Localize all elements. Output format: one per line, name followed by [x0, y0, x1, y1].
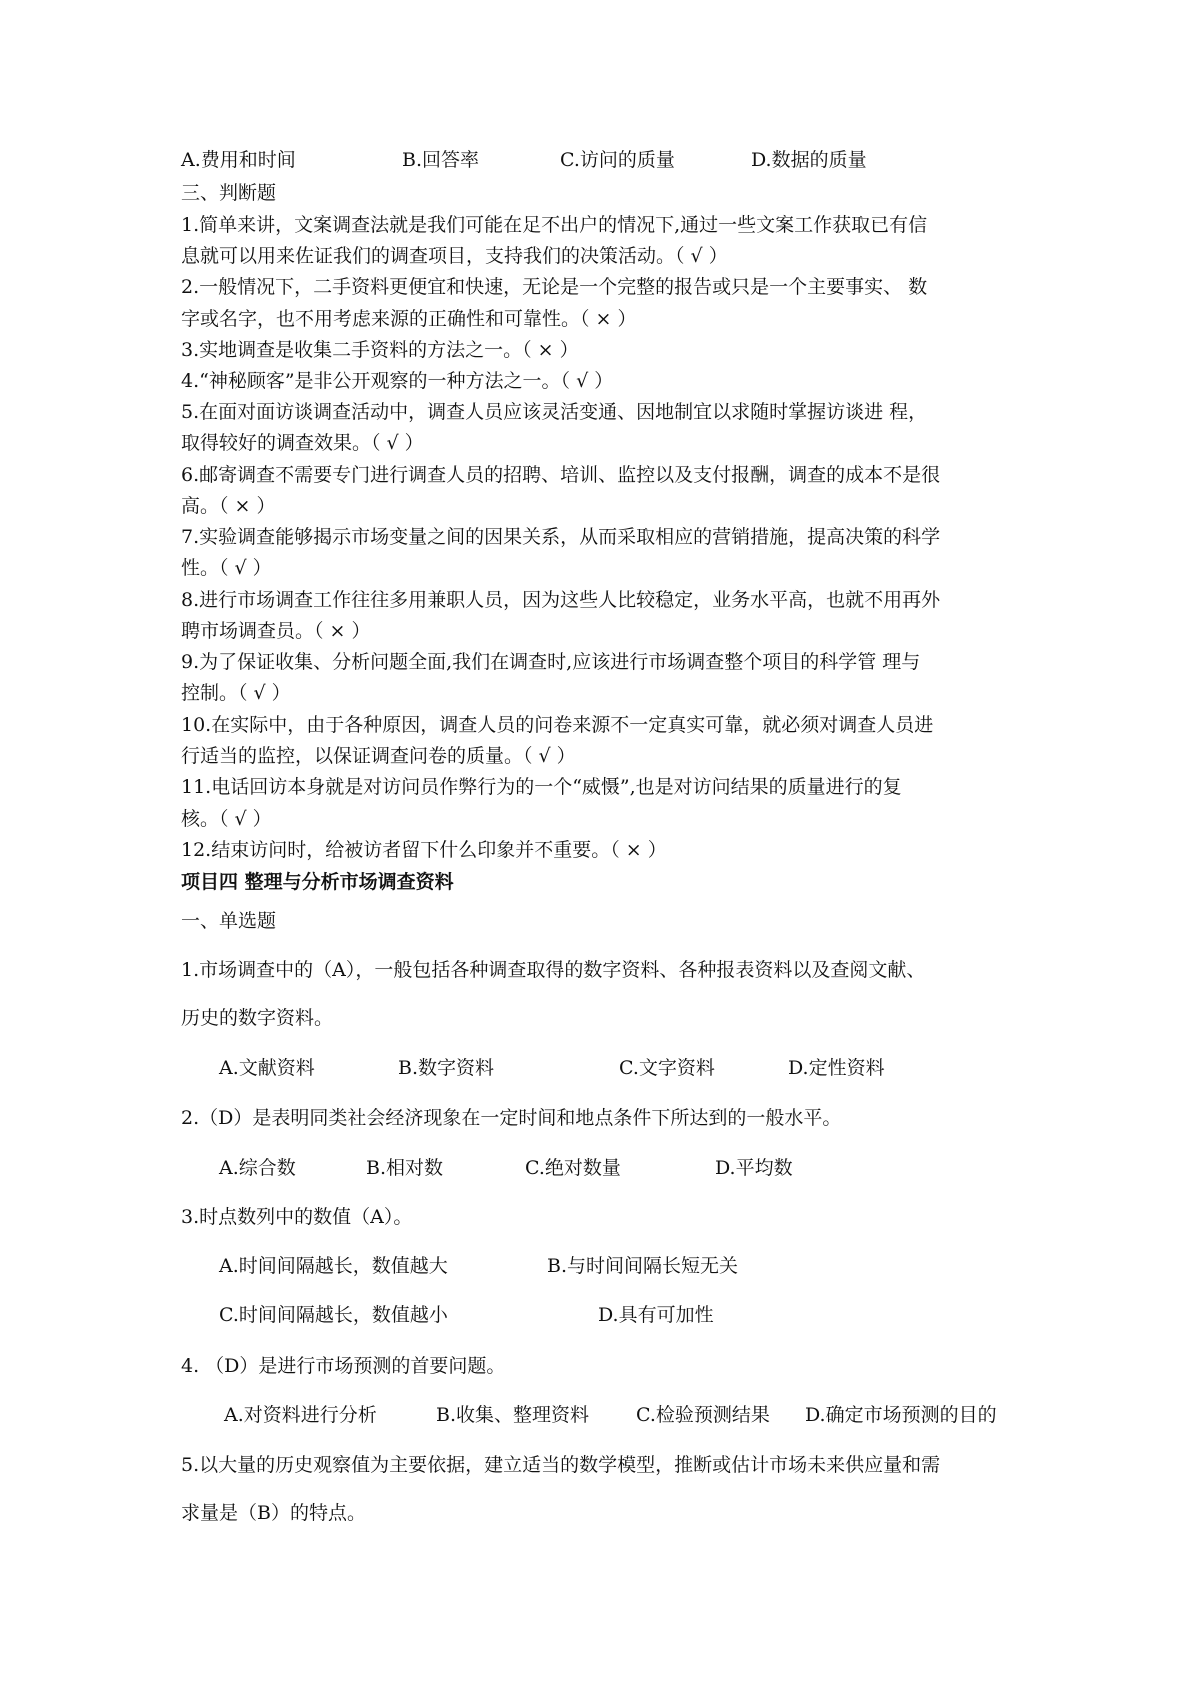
q4-option-d: D.确定市场预测的目的: [805, 1404, 997, 1426]
tf-line: 6.邮寄调查不需要专门进行调查人员的招聘、培训、监控以及支付报酬，调查的成本不是很: [181, 464, 941, 486]
option-b: B.回答率: [402, 149, 480, 171]
tf-line: 4.“神秘顾客”是非公开观察的一种方法之一。（ √ ）: [181, 370, 614, 392]
option-a: A.费用和时间: [181, 149, 296, 171]
question-4-line: 4. （D）是进行市场预测的首要问题。: [181, 1355, 506, 1377]
question-5-line: 5.以大量的历史观察值为主要依据，建立适当的数学模型，推断或估计市场未来供应量和需: [181, 1454, 941, 1476]
tf-line: 12.结束访问时，给被访者留下什么印象并不重要。（ × ）: [181, 839, 667, 861]
tf-line: 取得较好的调查效果。（ √ ）: [181, 432, 424, 454]
q3-option-d: D.具有可加性: [598, 1304, 714, 1326]
section-heading-single-choice: 一、单选题: [181, 910, 277, 932]
tf-line: 字或名字，也不用考虑来源的正确性和可靠性。（ × ）: [181, 308, 637, 330]
tf-line: 9.为了保证收集、分析问题全面,我们在调查时,应该进行市场调查整个项目的科学管 理与: [181, 651, 921, 673]
q4-option-b: B.收集、整理资料: [436, 1404, 590, 1426]
option-d: D.数据的质量: [751, 149, 867, 171]
tf-line: 11.电话回访本身就是对访问员作弊行为的一个“威慑”,也是对访问结果的质量进行的复: [181, 776, 902, 798]
question-2-line: 2.（D）是表明同类社会经济现象在一定时间和地点条件下所达到的一般水平。: [181, 1107, 842, 1129]
question-5-line: 求量是（B）的特点。: [181, 1502, 366, 1524]
tf-line: 行适当的监控，以保证调查问卷的质量。（ √ ）: [181, 745, 576, 767]
q4-option-a: A.对资料进行分析: [224, 1404, 377, 1426]
section-heading-true-false: 三、判断题: [181, 182, 277, 204]
q2-option-c: C.绝对数量: [525, 1157, 621, 1179]
q1-option-c: C.文字资料: [619, 1057, 715, 1079]
q1-option-a: A.文献资料: [219, 1057, 315, 1079]
tf-line: 10.在实际中，由于各种原因，调查人员的问卷来源不一定真实可靠，就必须对调查人员进: [181, 714, 934, 736]
question-1-line: 历史的数字资料。: [181, 1007, 334, 1029]
tf-line: 核。（ √ ）: [181, 808, 272, 830]
q3-option-c: C.时间间隔越长，数值越小: [219, 1304, 448, 1326]
question-1-line: 1.市场调查中的（A），一般包括各种调查取得的数字资料、各种报表资料以及查阅文献、: [181, 959, 926, 981]
tf-line: 性。（ √ ）: [181, 557, 272, 579]
question-3-line: 3.时点数列中的数值（A）。: [181, 1206, 413, 1228]
q1-option-d: D.定性资料: [788, 1057, 885, 1079]
q3-option-a: A.时间间隔越长，数值越大: [219, 1255, 448, 1277]
q4-option-c: C.检验预测结果: [636, 1404, 770, 1426]
q1-option-b: B.数字资料: [398, 1057, 495, 1079]
tf-line: 5.在面对面访谈调查活动中，调查人员应该灵活变通、因地制宜以求随时掌握访谈进 程，: [181, 401, 928, 423]
tf-line: 7.实验调查能够揭示市场变量之间的因果关系，从而采取相应的营销措施，提高决策的科学: [181, 526, 941, 548]
q2-option-d: D.平均数: [715, 1157, 793, 1179]
tf-line: 8.进行市场调查工作往往多用兼职人员，因为这些人比较稳定，业务水平高，也就不用再外: [181, 589, 941, 611]
tf-line: 1.简单来讲，文案调查法就是我们可能在足不出户的情况下,通过一些文案工作获取已有信: [181, 214, 928, 236]
tf-line: 聘市场调查员。（ × ）: [181, 620, 371, 642]
tf-line: 高。（ × ）: [181, 495, 276, 517]
q2-option-b: B.相对数: [366, 1157, 444, 1179]
q3-option-b: B.与时间间隔长短无关: [547, 1255, 739, 1277]
option-c: C.访问的质量: [560, 149, 675, 171]
q2-option-a: A.综合数: [219, 1157, 296, 1179]
tf-line: 控制。（ √ ）: [181, 682, 291, 704]
tf-line: 息就可以用来佐证我们的调查项目，支持我们的决策活动。（ √ ）: [181, 245, 728, 267]
tf-line: 2.一般情况下，二手资料更便宜和快速，无论是一个完整的报告或只是一个主要事实、 数: [181, 276, 928, 298]
tf-line: 3.实地调查是收集二手资料的方法之一。（ × ）: [181, 339, 579, 361]
project-title: 项目四 整理与分析市场调查资料: [181, 871, 454, 893]
